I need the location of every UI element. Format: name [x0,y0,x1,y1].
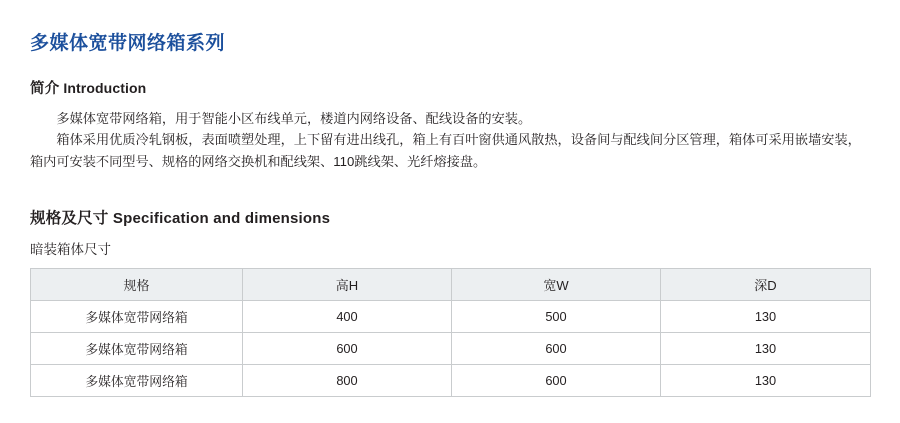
table-header-cell: 深D [661,269,871,301]
introduction-heading [30,77,870,98]
table-cell: 800 [243,365,452,397]
table-header-cell: 高H [243,269,452,301]
introduction-heading-cn: 简介 [30,81,60,97]
table-header-row [31,269,871,301]
table-cell: 130 [661,301,871,333]
table-row [31,301,871,333]
table-cell: 多媒体宽带网络箱 [31,365,243,397]
introduction-paragraph-2: 箱体采用优质冷轧钢板，表面喷塑处理，上下留有进出线孔，箱上有百叶窗供通风散热，设备间与配线间分区管理，箱体可采用嵌墙安装，箱内可安装不同型号、规格的网络交换机和配线架、110跳线架、光纤熔接盘。 [30,132,861,169]
page-title: 多媒体宽带网络箱系列 [30,33,226,54]
table-header-cell: 宽W [452,269,661,301]
table-cell: 600 [452,365,661,397]
introduction-body [30,108,870,172]
table-row [31,333,871,365]
table-cell: 130 [661,333,871,365]
table-row [31,365,871,397]
table-cell: 600 [452,333,661,365]
table-cell: 600 [243,333,452,365]
table-header-cell: 规格 [31,269,243,301]
specification-heading-en: Specification and dimensions [112,210,331,228]
specification-subheading: 暗装箱体尺寸 [30,242,111,258]
specification-heading [30,206,870,228]
specification-heading-cn: 规格及尺寸 [30,210,109,228]
specification-table [30,268,871,397]
introduction-paragraph-1: 多媒体宽带网络箱，用于智能小区布线单元，楼道内网络设备、配线设备的安装。 [56,111,532,126]
table-cell: 多媒体宽带网络箱 [31,333,243,365]
table-cell: 400 [243,301,452,333]
table-cell: 500 [452,301,661,333]
introduction-heading-en: Introduction [63,80,147,96]
table-cell: 130 [661,365,871,397]
table-cell: 多媒体宽带网络箱 [31,301,243,333]
